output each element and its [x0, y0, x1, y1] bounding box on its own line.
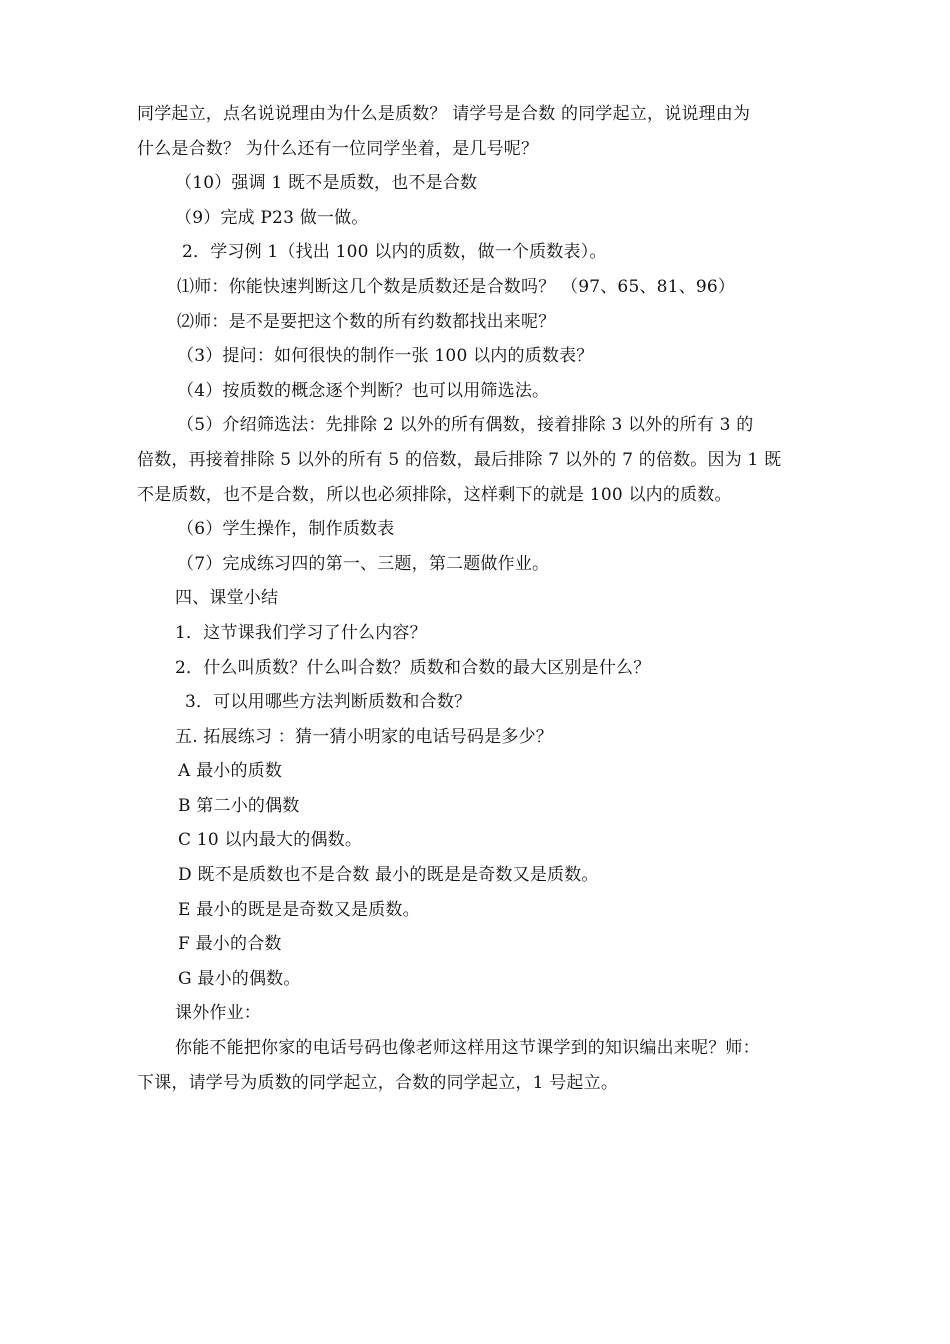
clue-c: C 10 以内最大的偶数。: [178, 830, 363, 851]
step-3-line: （3）提问：如何很快的制作一张 100 以内的质数表？: [177, 346, 594, 367]
clue-f: F 最小的合数: [178, 934, 282, 955]
homework-line: 你能不能把你家的电话号码也像老师这样用这节课学到的知识编出来呢？师：: [175, 1038, 760, 1059]
step-5-line: （5）介绍筛选法：先排除 2 以外的所有偶数，接着排除 3 以外的所有 3 的: [177, 415, 754, 436]
question-1-line: ⑴师：你能快速判断这几个数是质数还是合数吗？ （97、65、81、96）: [177, 276, 736, 297]
paragraph-line: 倍数，再接着排除 5 以外的所有 5 的倍数，最后排除 7 以外的 7 的倍数。因为 1 既: [137, 449, 782, 470]
homework-line: 下课，请学号为质数的同学起立，合数的同学起立，1 号起立。: [137, 1072, 619, 1093]
clue-e: E 最小的既是是奇数又是质数。: [178, 899, 420, 920]
homework-heading: 课外作业：: [175, 1003, 261, 1024]
step-4-line: （4）按质数的概念逐个判断？也可以用筛选法。: [177, 380, 550, 401]
clue-g: G 最小的偶数。: [178, 968, 301, 989]
summary-item-2: 2．什么叫质数？什么叫合数？质数和合数的最大区别是什么？: [175, 657, 651, 678]
section-4-heading: 四、课堂小结: [175, 588, 279, 609]
clue-a: A 最小的质数: [178, 761, 283, 782]
paragraph-line: 同学起立，点名说说理由为什么是质数？ 请学号是合数 的同学起立，说说理由为: [137, 104, 751, 124]
section-5-heading: 五. 拓展练习 ：猜一猜小明家的电话号码是多少？: [175, 726, 554, 747]
section-2-heading: 2．学习例 1（找出 100 以内的质数，做一个质数表）。: [182, 242, 607, 263]
step-9-line: （9）完成 P23 做一做。: [175, 207, 369, 228]
step-7-line: （7）完成练习四的第一、三题，第二题做作业。: [177, 553, 550, 574]
clue-d: D 既不是质数也不是合数 最小的既是是奇数又是质数。: [178, 865, 599, 886]
paragraph-line: 什么是合数？ 为什么还有一位同学坐着，是几号呢？: [137, 138, 539, 159]
paragraph-line: 不是质数，也不是合数，所以也必须排除，这样剩下的就是 100 以内的质数。: [137, 484, 732, 505]
clue-b: B 第二小的偶数: [178, 795, 300, 816]
summary-item-3: 3．可以用哪些方法判断质数和合数？: [185, 692, 472, 713]
summary-item-1: 1．这节课我们学习了什么内容？: [175, 622, 427, 643]
document-body: [137, 97, 822, 1100]
step-10-line: （10）强调 1 既不是质数，也不是合数: [175, 173, 478, 194]
question-2-line: ⑵师：是不是要把这个数的所有约数都找出来呢？: [177, 311, 556, 332]
step-6-line: （6）学生操作，制作质数表: [177, 519, 395, 540]
